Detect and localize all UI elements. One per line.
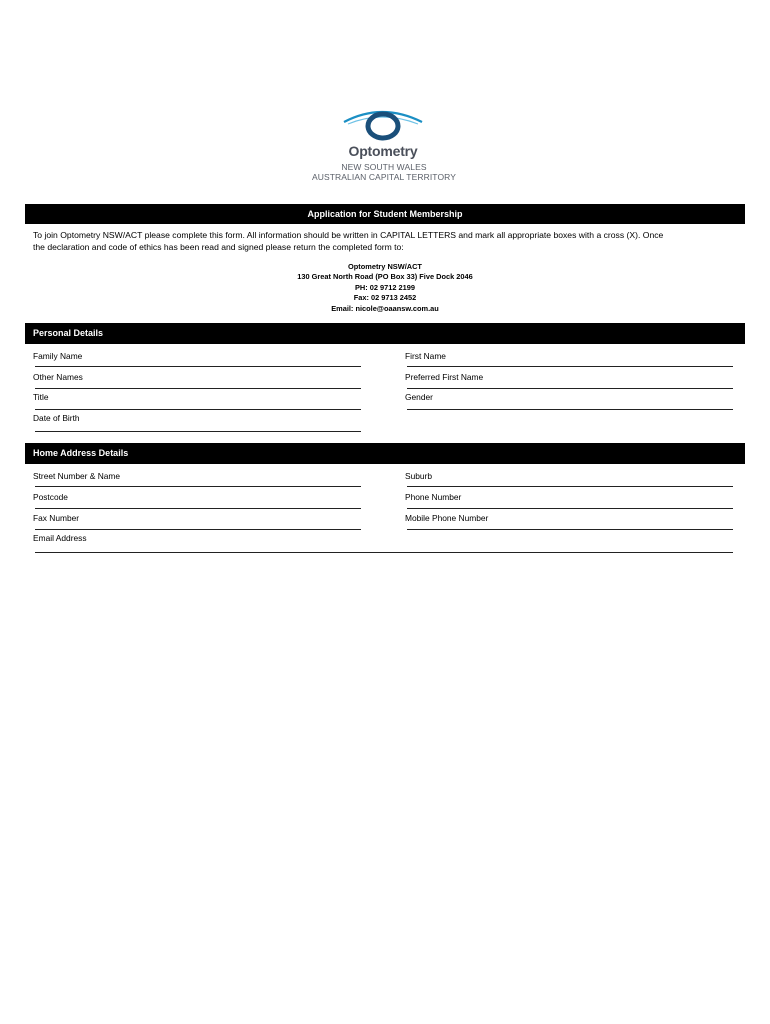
optometry-logo	[300, 108, 470, 184]
title-label: Title	[33, 392, 49, 402]
family-name-label: Family Name	[33, 351, 83, 361]
section-heading: Home Address Details	[33, 448, 129, 458]
postcode-label: Postcode	[33, 492, 68, 502]
address-street: 130 Great North Road (PO Box 33) Five Dock 2046	[297, 272, 473, 282]
first-name-label: First Name	[405, 351, 446, 361]
logo-title: Optometry	[348, 143, 418, 159]
other-names-label: Other Names	[33, 372, 83, 382]
form-title-bar	[25, 204, 745, 224]
email-address-field[interactable]	[35, 552, 733, 553]
address-fax: Fax: 02 9713 2452	[353, 293, 417, 303]
form-title: Application for Student Membership	[307, 209, 463, 219]
logo-subtitle-territory: AUSTRALIAN CAPITAL TERRITORY	[311, 172, 457, 182]
date-of-birth-field[interactable]	[35, 431, 361, 432]
address-email: Email: nicole@oaansw.com.au	[331, 303, 439, 313]
date-of-birth-label: Date of Birth	[33, 413, 80, 423]
section-heading: Personal Details	[33, 328, 104, 338]
phone-number-field[interactable]	[407, 508, 733, 509]
other-names-field[interactable]	[35, 388, 361, 389]
first-name-field[interactable]	[407, 366, 733, 367]
intro-text	[33, 229, 733, 253]
intro-line-1: To join Optometry NSW/ACT please complete this form. All information should be written in CAPITAL LETTERS and mark all appropriate boxes with a cross (X). Once	[33, 230, 664, 240]
gender-field[interactable]	[407, 409, 733, 410]
section-personal-details	[25, 323, 745, 344]
phone-number-label: Phone Number	[405, 492, 462, 502]
eye-logo-icon	[342, 108, 424, 144]
address-phone: PH: 02 9712 2199	[355, 282, 415, 292]
email-address-label: Email Address	[33, 533, 87, 543]
fax-number-label: Fax Number	[33, 513, 80, 523]
street-field[interactable]	[35, 486, 361, 487]
logo-subtitle-state: NEW SOUTH WALES	[341, 162, 427, 172]
preferred-first-name-field[interactable]	[407, 388, 733, 389]
street-label: Street Number & Name	[33, 471, 121, 481]
title-field[interactable]	[35, 409, 361, 410]
family-name-field[interactable]	[35, 366, 361, 367]
suburb-label: Suburb	[405, 471, 433, 481]
postcode-field[interactable]	[35, 508, 361, 509]
return-address	[0, 262, 770, 314]
section-home-address	[25, 443, 745, 464]
mobile-phone-label: Mobile Phone Number	[405, 513, 489, 523]
intro-line-2: the declaration and code of ethics has been read and signed please return the completed form to:	[33, 242, 404, 252]
fax-number-field[interactable]	[35, 529, 361, 530]
address-org: Optometry NSW/ACT	[348, 262, 422, 271]
gender-label: Gender	[405, 392, 433, 402]
suburb-field[interactable]	[407, 486, 733, 487]
mobile-phone-field[interactable]	[407, 529, 733, 530]
preferred-first-name-label: Preferred First Name	[405, 372, 484, 382]
